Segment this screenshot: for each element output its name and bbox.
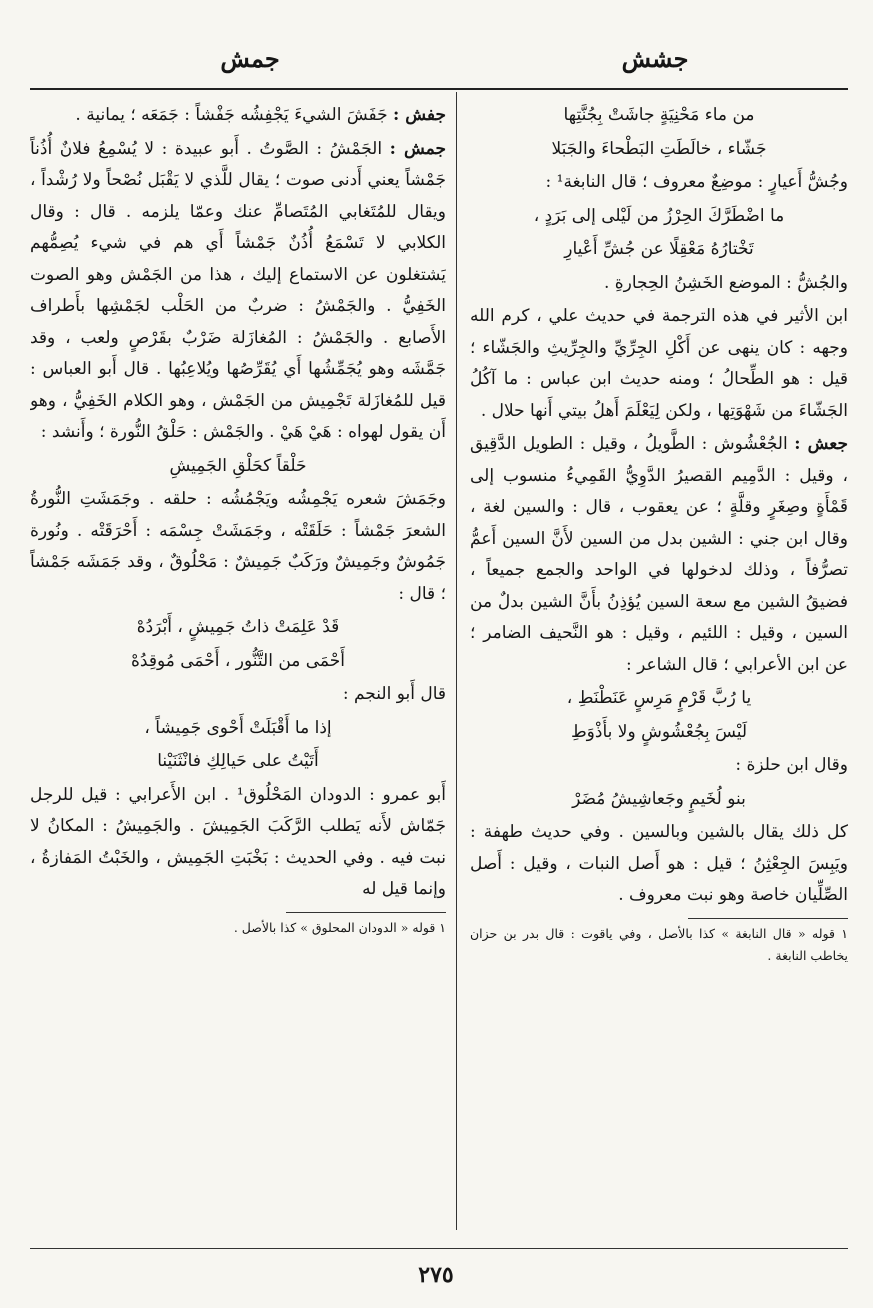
running-head-right: جشش: [621, 44, 689, 73]
entry-jaash: [470, 429, 848, 681]
paragraph: كل ذلك يقال بالشين وبالسين . وفي حديث طهفة : ويَبِسَ الجِعْثِنُ ؛ قيل : هو أَصل النبات ، وقيل : أَصل الصِّلِّيان خاصة وهو نبت معروف .: [470, 822, 848, 905]
footnote-rule: [688, 918, 848, 919]
headword: جمش :: [389, 138, 446, 159]
page-number: ٢٧٥: [418, 1262, 454, 1288]
verse-line: ما اضْطَرَّكَ الحِرْزُ من لَيْلى إلى بَرَدٍ ،: [533, 205, 785, 226]
entry-jafash: [30, 100, 446, 132]
paragraph: والجُشُّ : الموضع الخَشِنُ الحِجارةِ .: [603, 272, 848, 293]
paragraph: أَبو عمرو : الدودان المَحْلُوق¹ . ابن الأَعرابي : قيل للرجل جَمّاش لأَنه يَطلب الرَّكَبَ الجَمِيشَ . والجَمِيشُ : المكانُ لا نبت فيه . وفي الحديث : بَخْبَتِ الجَمِيش ، والخَبْتُ المَفازةُ ، وإنما قيل له: [30, 784, 446, 899]
footnote: ١ قوله « الدودان المحلوق » كذا بالأصل .: [233, 919, 446, 935]
entry-text: جَفَشَ الشيءَ يَجْفِشُه جَفْشاً : جَمَعَه ؛ يمانية .: [75, 105, 394, 125]
headword: جعش :: [794, 434, 848, 454]
verse-line: يا رُبَّ قَرْمٍ مَرِسٍ عَنَطْنَطِ ،: [566, 688, 752, 708]
entry-jamash: [30, 134, 446, 449]
footnote: ١ قوله « قال النابغة » كذا بالأصل ، وفي ياقوت : قال بدر بن حزان يخاطب النابغة .: [470, 925, 848, 963]
paragraph: وجُشُّ أَعيارٍ : موضِعٌ معروف ؛ قال النابغة¹ :: [545, 172, 848, 192]
entry-text: الجَمْشُ : الصَّوتُ . أَبو عبيدة : لا يُسْمِعُ فلانٌ أُذُناً جَمْشاً يعني أَدنى صوت ؛ يقال للَّذي لا يَقْبَل نُصْحاً ولا رُشْداً ، ويقال للمُتَغابي المُتَصامِّ عنك وعمّا يلزمه . قال : وقال الكلابي لا تَسْمَعُ أُذُنٌ جَمْشاً أَي هم في شيء يُصِمُّهم يَشتغلون عن الاستماع إليك ، هذا من الجَمْش وهو الصوت الخَفِيُّ . والجَمْشُ : ضربٌ من الحَلْب لجَمْشِها بأَطراف الأَصابع . والجَمْشُ : المُغازَلة ضَرْبٌ بقَرْصٍ ولعب ، وقد جَمَّشَه وهو يُجَمِّشُها أَي يُقَرِّصُها ويُلاعِبُها . قال أَبو العباس : قيل للمُغازَلة تَجْمِيش من الجَمْش ، وهو الكلام الخَفِيُّ ، وهو أَن يقول لهواه : هَيْ هَيْ . والجَمْش : حَلْقُ النُّورة ؛ وأَنشد :: [30, 138, 446, 442]
running-head-left: جمش: [220, 44, 280, 73]
footnote-rule: [286, 912, 446, 913]
verse-line: تَخْتارُهُ مَعْقِلًا عن جُشِّ أَعْيارِ: [564, 239, 754, 259]
verse-line: حَلْقاً كحَلْقِ الجَمِيشِ: [169, 455, 307, 476]
paragraph: قال أَبو النجم :: [342, 684, 446, 704]
paragraph: ابن الأثير في هذه الترجمة في حديث علي ، كرم الله وجهه : كان ينهى عن أَكْلِ الجِرِّيِّ والجِرِّيثِ والجَشّاء ؛ قيل : هو الطِّحالُ ؛ ومنه حديث ابن عباس : ما آكُلُ الجَشّاءَ من شَهْوَتِها ، ولكن لِيَعْلَمَ أَهلُ بيتي أَنها حلال .: [470, 306, 848, 421]
entry-text: الجُعْشُوش : الطَّويلُ ، وقيل : الطويل الدَّقِيق ، وقيل : الدَّمِيم القصيرُ الدَّوِيُّ القَمِيءُ منسوب إلى قَمْأَةٍ وصِغَرٍ وقلَّةٍ ؛ عن يعقوب ، قال : والسين لغة ، وقال ابن جني : الشين بدل من السين لأَنَّ السين أَعمُّ تصرُّفاً ، وذلك لدخولها في الواحد والجمع جميعاً ، فضيقُ الشين مع سعة السين يُؤذِنُ بأَنَّ الشين بدلٌ من السين ، وقيل : اللئيم ، وقيل : هو النَّحيف الضامر ؛ عن ابن الأعرابي ؛ قال الشاعر :: [470, 434, 848, 675]
verse-line: أَحْمَى من التَّنُّور ، أَحْمَى مُوقِدُهْ: [130, 650, 345, 671]
paragraph: وقال ابن حلزة :: [735, 755, 848, 775]
footer-rule: [30, 1248, 848, 1249]
verse-line: قَدْ عَلِمَتْ ذاتُ جَمِيشٍ ، أَبْرَدُهْ: [136, 617, 340, 637]
paragraph: وجَمَشَ شعره يَجْمِشُه ويَجْمُشُه : حلقه . وجَمَشَتِ النُّورةُ الشعرَ جَمْشاً : حَلَقَتْه ، وجَمَشَتْ جِسْمَه : أَحْرَقَتْه . ونُورة جَمُوشٌ وجَمِيشٌ ورَكَبٌ جَمِيشٌ : مَحْلُوقٌ ، وقد جَمَشَه جَمْشاً ؛ قال :: [30, 489, 446, 604]
column-divider: [456, 92, 457, 1230]
right-column: [470, 100, 848, 1230]
header-rule: [30, 88, 848, 90]
verse-line: جَشّاء ، خالَطَتِ البَطْحاءَ والجَبَلا: [551, 138, 767, 159]
headword: جفش :: [393, 105, 446, 125]
verse-line: أَتَيْتُ على حَيالِكِ فانْثَنَيْنا: [157, 751, 319, 771]
verse-line: بنو لُخَيمٍ وجَعاشِيشُ مُضَرْ: [572, 788, 746, 809]
verse-line: إذا ما أَقْبَلَتْ أَحْوى جَمِيشاً ،: [144, 717, 332, 738]
verse-line: من ماء مَحْنِيَةٍ جاشَتْ بِجُنَّتِها: [563, 105, 755, 125]
verse-line: لَيْسَ بِجُعْشُوشٍ ولا بأَذْوَطِ: [570, 721, 748, 742]
left-column: [30, 100, 446, 1230]
